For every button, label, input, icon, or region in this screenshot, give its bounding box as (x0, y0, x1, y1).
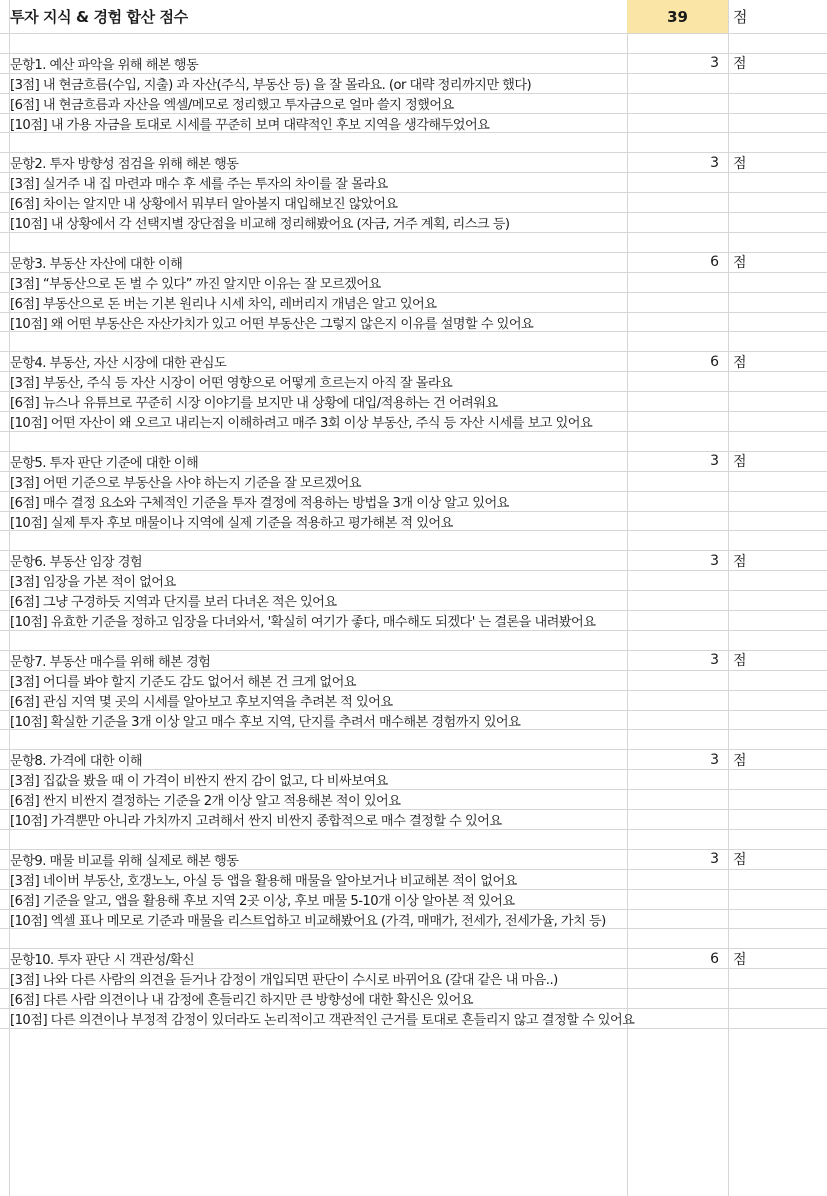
empty-row[interactable] (0, 233, 827, 253)
question-title[interactable]: 문항8. 가격에 대한 이해 (10, 754, 143, 770)
option-row[interactable] (0, 711, 827, 731)
empty-row[interactable] (0, 930, 827, 950)
option-row[interactable] (0, 94, 827, 114)
option-text[interactable]: [3점] 내 현금흐름(수입, 지출) 과 자산(주식, 부동산 등) 을 잘 몰라요. (or 대략 정리까지만 했다) (10, 77, 532, 93)
option-text[interactable]: [10점] 내 가용 자금을 토대로 시세를 꾸준히 보며 대략적인 후보 지역을 생각해두었어요 (10, 117, 490, 133)
option-row[interactable] (0, 392, 827, 412)
option-row[interactable] (0, 910, 827, 930)
option-text[interactable]: [3점] 어떤 기준으로 부동산을 사야 하는지 기준을 잘 모르겠어요 (10, 475, 361, 491)
question-score[interactable]: 3 (710, 851, 719, 868)
option-text[interactable]: [6점] 기준을 알고, 앱을 활용해 후보 지역 2곳 이상, 후보 매물 5-10개 이상 알아본 적 있어요 (10, 893, 515, 909)
question-score[interactable]: 3 (710, 552, 719, 569)
option-text[interactable]: [3점] 부동산, 주식 등 자산 시장이 어떤 영향으로 어떻게 흐르는지 아직 잘 몰라요 (10, 376, 453, 392)
question-score[interactable]: 6 (710, 950, 719, 967)
empty-row[interactable] (0, 34, 827, 54)
option-row[interactable] (0, 870, 827, 890)
question-title-row[interactable] (0, 352, 827, 372)
option-row[interactable] (0, 1009, 827, 1029)
option-text[interactable]: [6점] 뉴스나 유튜브로 꾸준히 시장 이야기를 보지만 내 상황에 대입/적용하는 건 어려워요 (10, 396, 498, 412)
option-row[interactable] (0, 790, 827, 810)
question-score-unit[interactable]: 점 (733, 255, 747, 272)
option-text[interactable]: [10점] 왜 어떤 부동산은 자산가치가 있고 어떤 부동산은 그렇지 않은지 이유를 설명할 수 있어요 (10, 316, 534, 332)
question-score[interactable]: 6 (710, 353, 719, 370)
option-row[interactable] (0, 472, 827, 492)
option-row[interactable] (0, 492, 827, 512)
option-text[interactable]: [3점] 임장을 가본 적이 없어요 (10, 575, 176, 591)
question-title-row[interactable] (0, 651, 827, 671)
option-row[interactable] (0, 273, 827, 293)
question-title[interactable]: 문항7. 부동산 매수를 위해 해본 경험 (10, 654, 211, 670)
option-text[interactable]: [6점] 관심 지역 몇 곳의 시세를 알아보고 후보지역을 추려본 적 있어요 (10, 694, 393, 710)
question-title-row[interactable] (0, 750, 827, 770)
question-title-row[interactable] (0, 452, 827, 472)
question-title[interactable]: 문항5. 투자 판단 기준에 대한 이해 (10, 455, 199, 471)
question-score-unit[interactable]: 점 (733, 752, 747, 769)
option-row[interactable] (0, 372, 827, 392)
option-text[interactable]: [6점] 차이는 알지만 내 상황에서 뭐부터 알아볼지 대입해보진 않았어요 (10, 197, 398, 213)
question-score[interactable]: 3 (710, 652, 719, 669)
option-row[interactable] (0, 412, 827, 432)
option-row[interactable] (0, 74, 827, 94)
option-row[interactable] (0, 173, 827, 193)
option-text[interactable]: [10점] 어떤 자산이 왜 오르고 내리는지 이해하려고 매주 3회 이상 부동산, 주식 등 자산 시세를 보고 있어요 (10, 416, 593, 432)
question-title[interactable]: 문항4. 부동산, 자산 시장에 대한 관심도 (10, 356, 227, 372)
question-title-row[interactable] (0, 850, 827, 870)
option-text[interactable]: [10점] 내 상황에서 각 선택지별 장단점을 비교해 정리해봤어요 (자금, 거주 계획, 리스크 등) (10, 217, 510, 233)
option-text[interactable]: [10점] 확실한 기준을 3개 이상 알고 매수 후보 지역, 단지를 추려서 매수해본 경험까지 있어요 (10, 714, 521, 730)
option-text[interactable]: [3점] 실거주 내 집 마련과 매수 후 세를 주는 투자의 차이를 잘 몰라요 (10, 177, 388, 193)
question-score-unit[interactable]: 점 (733, 454, 747, 471)
option-text[interactable]: [3점] 집값을 봤을 때 이 가격이 비싼지 싼지 감이 없고, 다 비싸보여요 (10, 774, 388, 790)
empty-row[interactable] (0, 432, 827, 452)
question-score-unit[interactable]: 점 (733, 653, 747, 670)
question-title-row[interactable] (0, 949, 827, 969)
option-text[interactable]: [3점] “부동산으로 돈 벌 수 있다” 까진 알지만 이유는 잘 모르겠어요 (10, 276, 381, 292)
option-text[interactable]: [10점] 실제 투자 후보 매물이나 지역에 실제 기준을 적용하고 평가해본 적 있어요 (10, 515, 453, 531)
option-row[interactable] (0, 213, 827, 233)
question-title[interactable]: 문항10. 투자 판단 시 객관성/확신 (10, 953, 195, 969)
option-row[interactable] (0, 989, 827, 1009)
question-score-unit[interactable]: 점 (733, 553, 747, 570)
question-score-unit[interactable]: 점 (733, 852, 747, 869)
empty-row[interactable] (0, 631, 827, 651)
option-row[interactable] (0, 890, 827, 910)
question-title-row[interactable] (0, 153, 827, 173)
option-text[interactable]: [6점] 부동산으로 돈 버는 기본 원리나 시세 차익, 레버리지 개념은 알고 있어요 (10, 296, 437, 312)
option-row[interactable] (0, 969, 827, 989)
option-text[interactable]: [10점] 엑셀 표나 메모로 기준과 매물을 리스트업하고 비교해봤어요 (가격, 매매가, 전세가, 전세가율, 가치 등) (10, 913, 606, 929)
question-title-row[interactable] (0, 54, 827, 74)
question-title-row[interactable] (0, 253, 827, 273)
option-text[interactable]: [6점] 매수 결정 요소와 구체적인 기준을 투자 결정에 적용하는 방법을 3개 이상 알고 있어요 (10, 495, 509, 511)
question-score-unit[interactable]: 점 (733, 56, 747, 73)
question-score[interactable]: 3 (710, 751, 719, 768)
question-title[interactable]: 문항9. 매물 비교를 위해 실제로 해본 행동 (10, 853, 239, 869)
question-title-row[interactable] (0, 551, 827, 571)
question-score-unit[interactable]: 점 (733, 155, 747, 172)
total-score-unit[interactable]: 점 (733, 8, 748, 26)
question-score-unit[interactable]: 점 (733, 951, 747, 968)
option-row[interactable] (0, 571, 827, 591)
question-score[interactable]: 3 (710, 453, 719, 470)
option-text[interactable]: [3점] 네이버 부동산, 호갱노노, 아실 등 앱을 활용해 매물을 알아보거나 비교해본 적이 없어요 (10, 873, 517, 889)
question-title[interactable]: 문항2. 투자 방향성 점검을 위해 해본 행동 (10, 157, 239, 173)
header-row[interactable] (0, 0, 827, 34)
question-score[interactable]: 3 (710, 55, 719, 72)
option-row[interactable] (0, 671, 827, 691)
option-row[interactable] (0, 512, 827, 532)
question-title[interactable]: 문항3. 부동산 자산에 대한 이해 (10, 256, 183, 272)
option-row[interactable] (0, 293, 827, 313)
empty-row[interactable] (0, 134, 827, 154)
option-text[interactable]: [10점] 가격뿐만 아니라 가치까지 고려해서 싼지 비싼지 종합적으로 매수 결정할 수 있어요 (10, 814, 502, 830)
header-title[interactable]: 투자 지식 & 경험 합산 점수 (10, 8, 188, 26)
option-row[interactable] (0, 770, 827, 790)
question-score[interactable]: 6 (710, 254, 719, 271)
option-row[interactable] (0, 691, 827, 711)
option-text[interactable]: [10점] 다른 의견이나 부정적 감정이 있더라도 논리적이고 객관적인 근거를 토대로 흔들리지 않고 결정할 수 있어요 (10, 1013, 635, 1029)
option-row[interactable] (0, 810, 827, 830)
option-row[interactable] (0, 611, 827, 631)
question-title[interactable]: 문항6. 부동산 임장 경험 (10, 555, 143, 571)
question-score[interactable]: 3 (710, 154, 719, 171)
option-text[interactable]: [10점] 유효한 기준을 정하고 임장을 다녀와서, '확실히 여기가 좋다, 매수해도 되겠다' 는 결론을 내려봤어요 (10, 615, 596, 631)
option-row[interactable] (0, 114, 827, 134)
question-score-unit[interactable]: 점 (733, 354, 747, 371)
empty-row[interactable] (0, 532, 827, 552)
option-row[interactable] (0, 193, 827, 213)
option-text[interactable]: [6점] 싼지 비싼지 결정하는 기준을 2개 이상 알고 적용해본 적이 있어요 (10, 794, 401, 810)
option-row[interactable] (0, 591, 827, 611)
question-title[interactable]: 문항1. 예산 파악을 위해 해본 행동 (10, 57, 199, 73)
option-text[interactable]: [6점] 그냥 구경하듯 지역과 단지를 보러 다녀온 적은 있어요 (10, 595, 337, 611)
empty-row[interactable] (0, 333, 827, 353)
option-text[interactable]: [6점] 내 현금흐름과 자산을 엑셀/메모로 정리했고 투자금으로 얼마 쓸지 정했어요 (10, 97, 454, 113)
option-text[interactable]: [3점] 나와 다른 사람의 의견을 듣거나 감정이 개입되면 판단이 수시로 바뀌어요 (갈대 같은 내 마음..) (10, 973, 558, 989)
option-text[interactable]: [3점] 어디를 봐야 할지 기준도 감도 없어서 해본 건 크게 없어요 (10, 674, 356, 690)
empty-row[interactable] (0, 830, 827, 850)
empty-row[interactable] (0, 731, 827, 751)
total-score-cell[interactable]: 39 (627, 0, 728, 33)
option-row[interactable] (0, 313, 827, 333)
option-text[interactable]: [6점] 다른 사람 의견이나 내 감정에 흔들리긴 하지만 큰 방향성에 대한 확신은 있어요 (10, 993, 473, 1009)
